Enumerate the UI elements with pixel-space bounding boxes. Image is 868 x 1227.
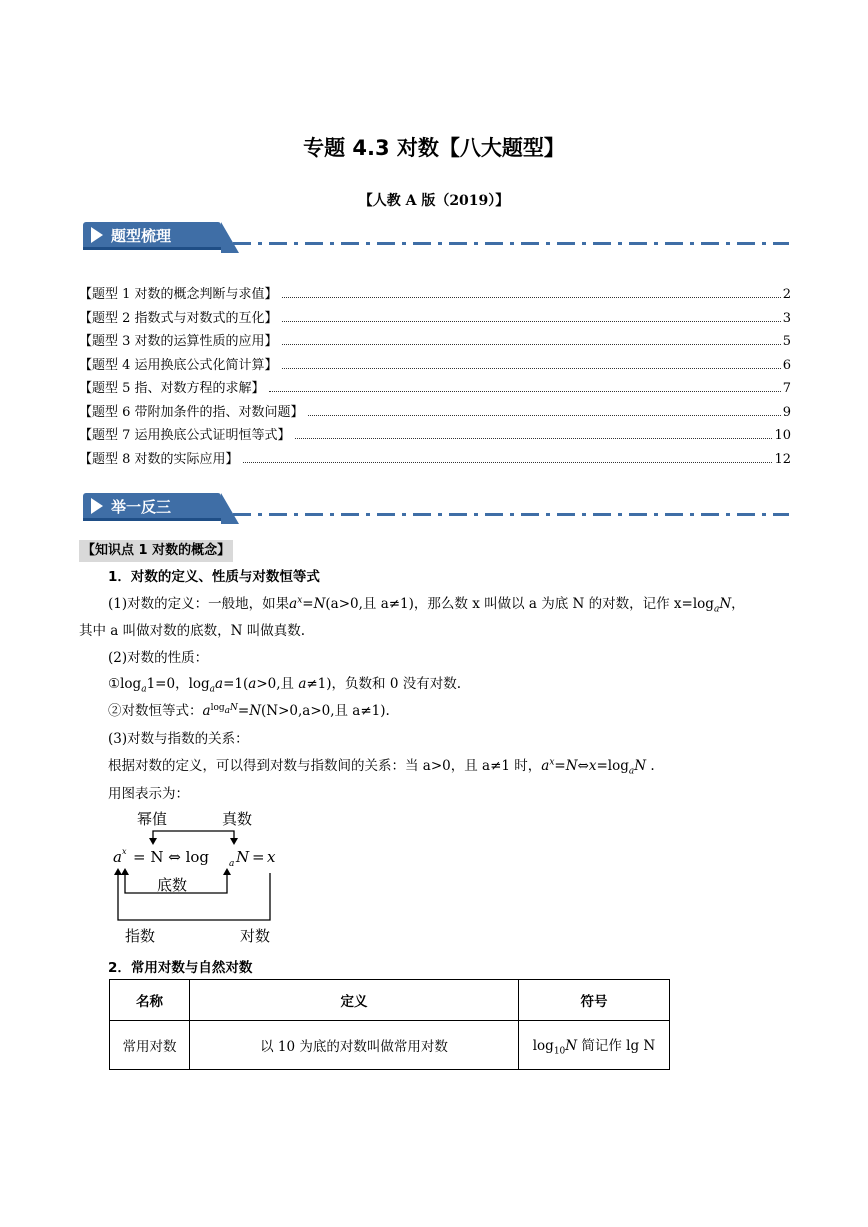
banner-label: 题型梳理 bbox=[111, 227, 172, 245]
property-2: ②对数恒等式：$a^{log_aN}=N(N>0,a>0$,且 a≠1). bbox=[108, 702, 390, 719]
svg-text:N: N bbox=[236, 848, 250, 866]
toc-entry[interactable]: 【题型 5 指、对数方程的求解】 7 bbox=[79, 381, 791, 396]
label-power: 幂值 bbox=[137, 810, 168, 828]
label-true-number: 真数 bbox=[222, 810, 253, 828]
toc-entry[interactable]: 【题型 7 运用换底公式证明恒等式】 10 bbox=[79, 428, 791, 443]
banner-label: 举一反三 bbox=[111, 498, 172, 516]
definition-text: (1)对数的定义：一般地，如果$a^x=N(a>0$,且 a≠1)，那么数 x 叫做以 a 为底 N 的对数，记作 $x=\log_aN$， bbox=[108, 595, 745, 615]
svg-text:a: a bbox=[113, 848, 122, 866]
label-base: 底数 bbox=[157, 876, 188, 894]
section-heading: 1．对数的定义、性质与对数恒等式 bbox=[108, 569, 320, 585]
dash-divider bbox=[233, 513, 789, 516]
log-exp-relation-diagram bbox=[110, 805, 290, 950]
toc-entry[interactable]: 【题型 6 带附加条件的指、对数问题】 9 bbox=[79, 404, 791, 420]
log-types-table bbox=[109, 979, 670, 1070]
property-heading: (2)对数的性质： bbox=[108, 650, 209, 666]
svg-text:x: x bbox=[122, 847, 127, 856]
page-subtitle: 【人教 A 版（2019）】 bbox=[358, 193, 510, 209]
toc-entry[interactable]: 【题型 3 对数的运算性质的应用】 5 bbox=[79, 334, 791, 349]
play-arrow-icon bbox=[91, 498, 103, 514]
table-row: 常用对数 以 10 为底的对数叫做常用对数 $\log_{10}N$ 简记作 lg N bbox=[110, 1021, 670, 1070]
knowledge-point-label: 【知识点 1 对数的概念】 bbox=[79, 540, 233, 562]
table-header-row: 名称 定义 符号 bbox=[110, 980, 670, 1021]
toc-entry[interactable]: 【题型 8 对数的实际应用】 12 bbox=[79, 451, 791, 467]
section-banner-types bbox=[83, 222, 789, 252]
relation-text: 根据对数的定义，可以得到对数与指数间的关系：当 a>0，且 a≠1 时，$a^x=N\Leftrightarrow x=\log_aN$ . bbox=[108, 757, 655, 777]
toc-entry[interactable]: 【题型 2 指数式与对数式的互化】 3 bbox=[79, 310, 791, 326]
page-title: 专题 4.3 对数【八大题型】 bbox=[303, 136, 565, 160]
relation-heading: (3)对数与指数的关系： bbox=[108, 731, 249, 747]
definition-text-continued: 其中 a 叫做对数的底数，N 叫做真数. bbox=[79, 623, 306, 639]
label-logarithm: 对数 bbox=[240, 927, 271, 945]
svg-text:= N ⇔ log: = N ⇔ log bbox=[133, 848, 209, 866]
section-banner-examples bbox=[83, 493, 789, 523]
dash-divider bbox=[233, 242, 789, 245]
diagram-intro: 用图表示为： bbox=[108, 786, 189, 802]
section-heading: 2．常用对数与自然对数 bbox=[108, 960, 253, 976]
svg-text:x: x bbox=[267, 848, 276, 866]
toc-entry[interactable]: 【题型 1 对数的概念判断与求值】 2 bbox=[79, 287, 791, 302]
play-arrow-icon bbox=[91, 227, 103, 243]
property-1: $①\log_a1=0$，$\log_aa=1(a>0$,且 a≠1)，负数和 0 没有对数. bbox=[108, 676, 462, 695]
toc-entry[interactable]: 【题型 4 运用换底公式化简计算】 6 bbox=[79, 357, 791, 373]
svg-text:=: = bbox=[252, 848, 265, 866]
label-exponent: 指数 bbox=[125, 927, 156, 945]
svg-text:a: a bbox=[229, 859, 235, 869]
